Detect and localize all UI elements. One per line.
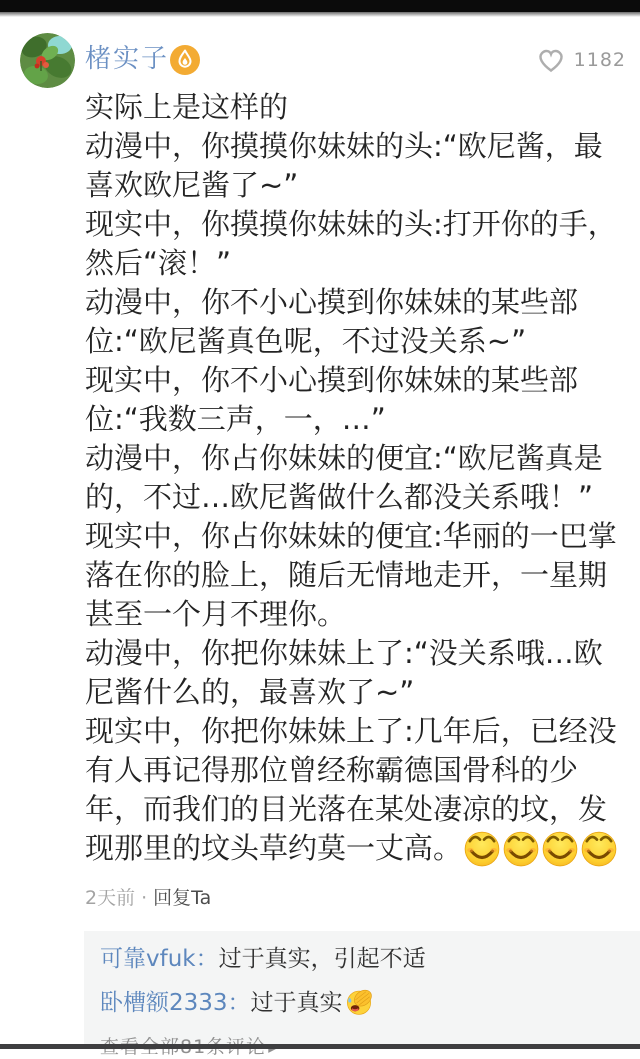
grinning-face-emoji-icon <box>580 829 618 867</box>
comment-paragraph: 实际上是这样的 <box>85 90 289 124</box>
comment-paragraph-text: 现实中，你把你妹妹上了:几年后，已经没有人再记得那位曾经称霸德国骨科的少年，而我们的目光落在某处凄凉的坟，发现那里的坟头草约莫一丈高。 <box>85 714 617 865</box>
comment-body <box>85 88 623 868</box>
comment-paragraph: 动漫中，你不小心摸到你妹妹的某些部位:“欧尼酱真色呢，不过没关系~” <box>85 285 579 358</box>
heart-icon <box>536 46 566 73</box>
reply-username[interactable]: 可靠vfuk <box>100 946 196 972</box>
reply-username[interactable]: 卧槽额2333 <box>100 990 228 1016</box>
facepalm-tear-emoji-icon <box>345 988 373 1016</box>
replies-panel <box>84 931 640 1049</box>
reply-row[interactable] <box>100 944 630 974</box>
like-count: 1182 <box>573 48 626 71</box>
comment-meta <box>85 883 211 910</box>
bottom-edge-bar <box>0 1044 640 1049</box>
comment-paragraph: 动漫中，你把你妹妹上了:“没关系哦…欧尼酱什么的，最喜欢了~” <box>85 636 603 709</box>
timestamp: 2天前 <box>85 887 136 909</box>
avatar[interactable] <box>20 33 75 88</box>
avatar-plant-image <box>20 33 75 88</box>
comment-paragraph: 现实中，你不小心摸到你妹妹的某些部位:“我数三声，一，…” <box>85 363 579 436</box>
comment-paragraph: 动漫中，你占你妹妹的便宜:“欧尼酱真是的，不过…欧尼酱做什么都没关系哦！” <box>85 441 603 514</box>
comment-paragraph: 现实中，你摸摸你妹妹的头:打开你的手，然后“滚！” <box>85 207 617 280</box>
meta-separator: · <box>141 887 148 909</box>
status-bar-shadow <box>0 12 640 17</box>
grinning-face-emoji-icon <box>502 829 540 867</box>
comment-paragraph: 动漫中，你摸摸你妹妹的头:“欧尼酱，最喜欢欧尼酱了~” <box>85 129 603 202</box>
grinning-face-emoji-icon <box>463 829 501 867</box>
like-button[interactable] <box>536 46 626 73</box>
reply-text: 过于真实，引起不适 <box>218 946 426 972</box>
reply-row[interactable] <box>100 988 630 1018</box>
hot-flame-badge-icon <box>170 45 200 75</box>
grinning-face-emoji-icon <box>541 829 579 867</box>
reply-text: 过于真实 <box>250 990 343 1016</box>
comment-paragraph: 现实中，你占你妹妹的便宜:华丽的一巴掌落在你的脸上，随后无情地走开，一星期甚至一个月不理你。 <box>85 519 617 631</box>
reply-colon: ： <box>227 990 251 1016</box>
comment-username[interactable]: 楮实子 <box>85 44 170 74</box>
status-bar <box>0 0 640 12</box>
comment-paragraph-last <box>85 712 623 868</box>
reply-colon: ： <box>195 946 219 972</box>
comment-emojis <box>462 831 618 865</box>
reply-button[interactable]: 回复Ta <box>153 887 212 909</box>
